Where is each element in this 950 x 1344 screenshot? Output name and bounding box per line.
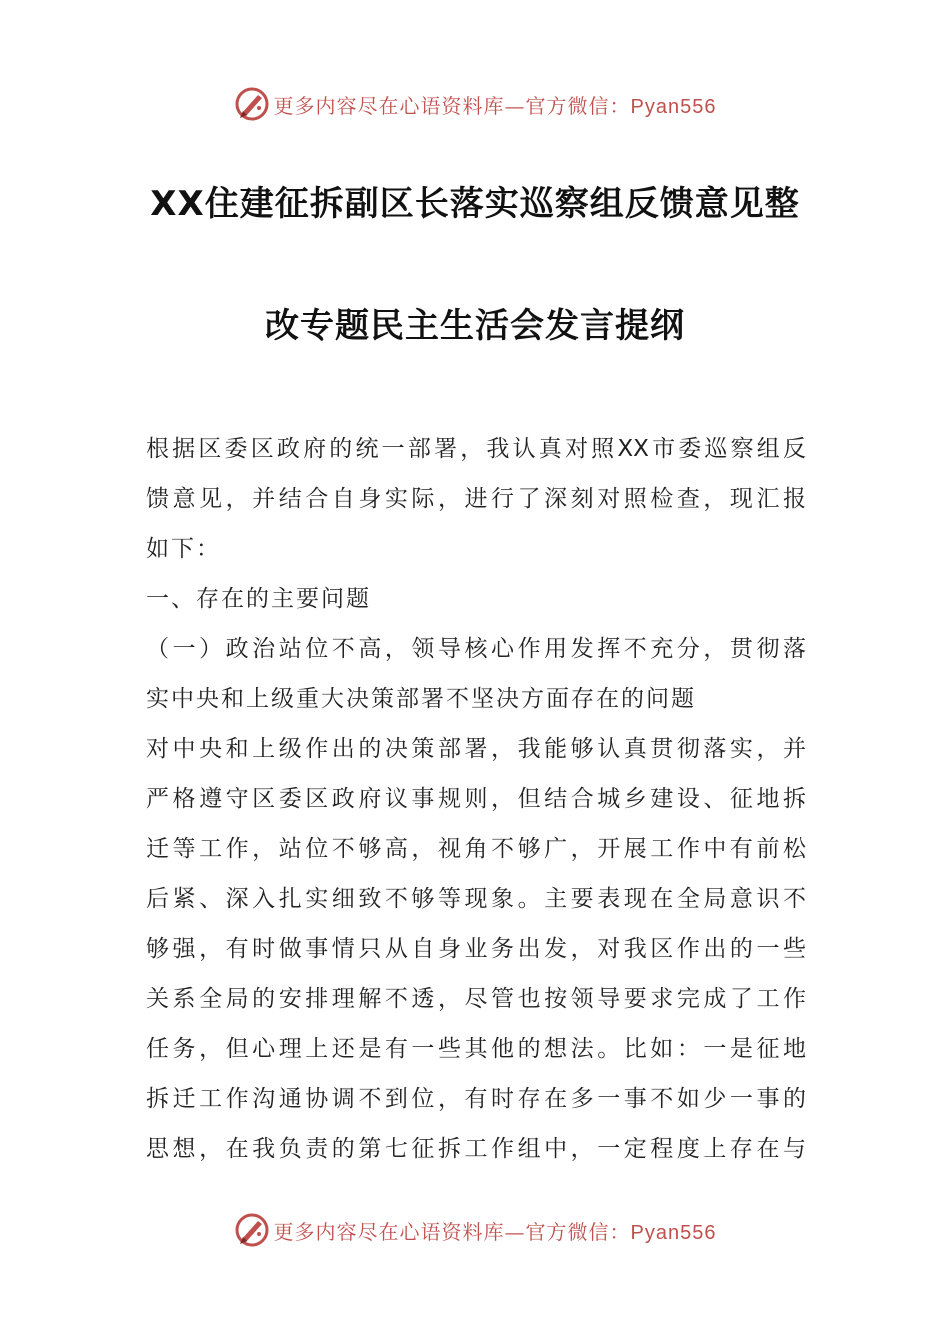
watermark-text [274,1216,717,1245]
body-line: 后紧、深入扎实细致不够等现象。主要表现在全局意识不 [146,886,806,912]
body-line: 够强，有时做事情只从自身业务出发，对我区作出的一些 [146,936,806,962]
subsection-heading: （一）政治站位不高，领导核心作用发挥不充分，贯彻落 [146,636,806,662]
body-line: 拆迁工作沟通协调不到位，有时存在多一事不如少一事的 [146,1086,806,1112]
body-line: 思想，在我负责的第七征拆工作组中，一定程度上存在与 [146,1136,806,1162]
watermark-wechat-id: Pyan556 [630,95,717,118]
watermark-wechat-id: Pyan556 [630,1221,717,1244]
document-title-line-2: 改专题民主生活会发言提纲 [265,306,685,346]
subsection-heading: 实中央和上级重大决策部署不坚决方面存在的问题 [146,686,696,712]
watermark-label: 更多内容尽在心语资料库—官方微信： [273,93,631,118]
body-line: 如下： [146,536,221,562]
section-heading: 一、存在的主要问题 [146,586,371,612]
document-body [146,424,806,1174]
watermark-text [274,90,717,119]
body-line: 关系全局的安排理解不透，尽管也按领导要求完成了工作 [146,986,806,1012]
watermark-footer [0,1210,950,1250]
body-line: 任务，但心理上还是有一些其他的想法。比如：一是征地 [146,1036,806,1062]
body-line: 馈意见，并结合自身实际，进行了深刻对照检查，现汇报 [146,486,806,512]
pen-logo-icon [234,1212,270,1248]
watermark-label: 更多内容尽在心语资料库—官方微信： [273,1219,631,1244]
body-line: 严格遵守区委区政府议事规则，但结合城乡建设、征地拆 [146,786,806,812]
document-title-line-1: XX住建征拆副区长落实巡察组反馈意见整 [150,184,800,224]
body-line: 对中央和上级作出的决策部署，我能够认真贯彻落实，并 [146,736,806,762]
body-line: 根据区委区政府的统一部署，我认真对照XX市委巡察组反 [146,436,806,462]
watermark-header [0,84,950,124]
body-line: 迁等工作，站位不够高，视角不够广，开展工作中有前松 [146,836,806,862]
pen-logo-icon [234,86,270,122]
